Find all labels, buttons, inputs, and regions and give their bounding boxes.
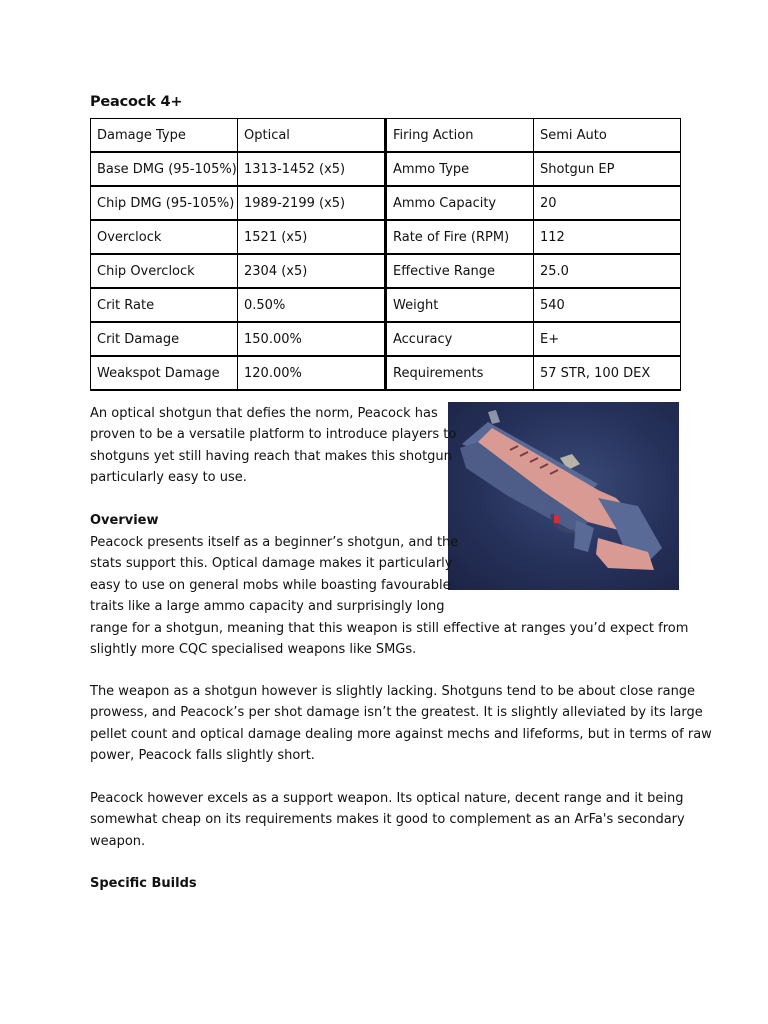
- stat-label: Chip DMG (95-105%): [91, 186, 238, 220]
- stats-row: [91, 186, 681, 220]
- page-title: Peacock 4+: [90, 94, 183, 110]
- stats-row: [91, 220, 681, 254]
- text-line: prowess, and Peacock’s per shot damage isn’t the greatest. It is slightly alleviated by its large: [90, 705, 703, 721]
- text-line: Peacock presents itself as a beginner’s shotgun, and the: [90, 535, 459, 550]
- stat-label: Firing Action: [386, 119, 534, 153]
- stat-value: 150.00%: [238, 322, 386, 356]
- stat-value: 540: [534, 288, 681, 322]
- text-line: An optical shotgun that defies the norm, Peacock has: [90, 406, 438, 421]
- intro-paragraph: [90, 403, 456, 489]
- paragraph-2: [90, 681, 712, 767]
- stat-value: Shotgun EP: [534, 152, 681, 186]
- specific-builds-heading: Specific Builds: [90, 876, 197, 891]
- trigger: [554, 516, 559, 523]
- text-line: slightly more CQC specialised weapons like SMGs.: [90, 642, 417, 658]
- stat-value: 112: [534, 220, 681, 254]
- stat-label: Weight: [386, 288, 534, 322]
- overview-paragraph: [90, 532, 688, 660]
- stat-value: 1521 (x5): [238, 220, 386, 254]
- stat-label: Ammo Capacity: [386, 186, 534, 220]
- stat-value: Optical: [238, 119, 386, 153]
- stats-row: [91, 356, 681, 390]
- stats-table: [90, 118, 681, 391]
- text-line: range for a shotgun, meaning that this weapon is still effective at ranges you’d expect from: [90, 620, 689, 636]
- paragraph-3: [90, 788, 685, 852]
- text-line: proven to be a versatile platform to introduce players to: [90, 427, 457, 443]
- stat-value: 0.50%: [238, 288, 386, 322]
- stats-row: [91, 322, 681, 356]
- stat-value: 2304 (x5): [238, 254, 386, 288]
- stat-label: Damage Type: [91, 119, 238, 153]
- text-line: Peacock however excels as a support weapon. Its optical nature, decent range and it being: [90, 791, 684, 806]
- stat-value: 1989-2199 (x5): [238, 186, 386, 220]
- stat-value: E+: [534, 322, 681, 356]
- stat-label: Rate of Fire (RPM): [386, 220, 534, 254]
- text-line: particularly easy to use.: [90, 470, 247, 486]
- stat-label: Ammo Type: [386, 152, 534, 186]
- stats-row: [91, 119, 681, 153]
- stat-value: 57 STR, 100 DEX: [534, 356, 681, 390]
- text-line: pellet count and optical damage dealing more against mechs and lifeforms, but in terms of raw: [90, 726, 712, 742]
- stats-row: [91, 152, 681, 186]
- front-sight: [488, 410, 500, 424]
- text-line: power, Peacock falls slightly short.: [90, 748, 315, 764]
- stat-value: Semi Auto: [534, 119, 681, 153]
- stat-value: 20: [534, 186, 681, 220]
- text-line: traits like a large ammo capacity and surprisingly long: [90, 599, 445, 615]
- stat-label: Requirements: [386, 356, 534, 390]
- stats-row: [91, 288, 681, 322]
- stat-label: Weakspot Damage: [91, 356, 238, 390]
- text-line: stats support this. Optical damage makes it particularly: [90, 556, 453, 572]
- stat-value: 1313-1452 (x5): [238, 152, 386, 186]
- stat-value: 25.0: [534, 254, 681, 288]
- text-line: somewhat cheap on its requirements makes it good to complement as an ArFa's secondary: [90, 812, 685, 828]
- text-line: weapon.: [90, 833, 146, 849]
- stat-label: Crit Rate: [91, 288, 238, 322]
- stat-label: Effective Range: [386, 254, 534, 288]
- stat-label: Base DMG (95-105%): [91, 152, 238, 186]
- stat-label: Chip Overclock: [91, 254, 238, 288]
- text-line: shotguns yet still having reach that makes this shotgun: [90, 448, 452, 464]
- stats-row: [91, 254, 681, 288]
- stat-label: Crit Damage: [91, 322, 238, 356]
- text-line: The weapon as a shotgun however is slightly lacking. Shotguns tend to be about close range: [90, 684, 696, 699]
- overview-heading: Overview: [90, 513, 159, 528]
- stat-value: 120.00%: [238, 356, 386, 390]
- stat-label: Accuracy: [386, 322, 534, 356]
- text-line: easy to use on general mobs while boasting favourable: [90, 577, 451, 593]
- stat-label: Overclock: [91, 220, 238, 254]
